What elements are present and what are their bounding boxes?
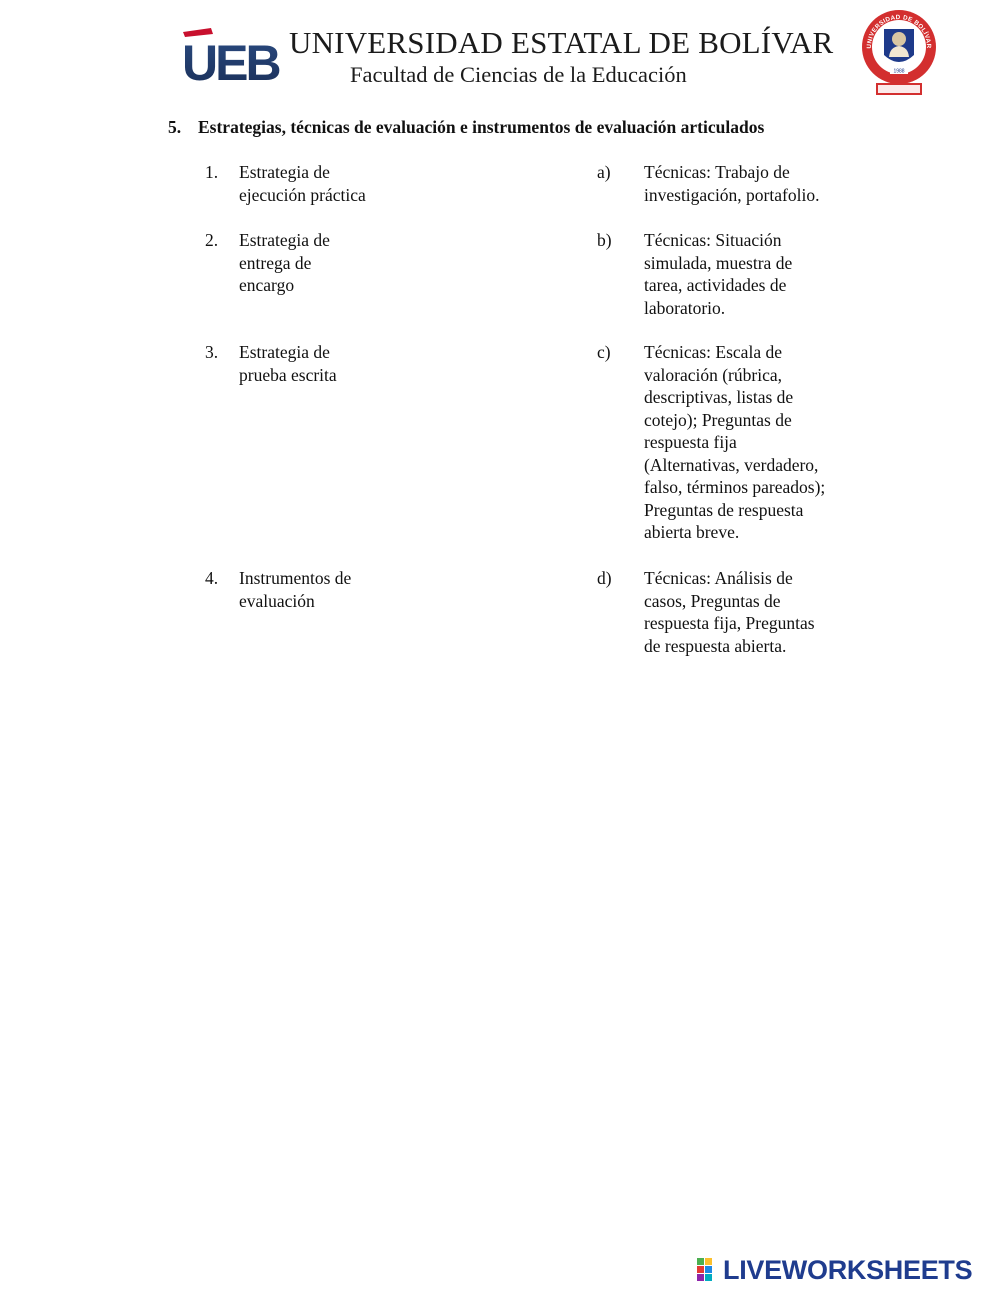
technique-text: Técnicas: Escala de valoración (rúbrica, descriptivas, listas de cotejo); Preguntas de respuesta fija (Alternativas, verdadero, falso, términos pareados); Preguntas de respuesta abierta breve. [644, 342, 826, 542]
liveworksheets-brand[interactable] [697, 1255, 972, 1285]
section-number: 5. [168, 117, 182, 137]
strategy-marker: 4. [205, 568, 219, 588]
technique-marker: b) [597, 230, 612, 250]
strategy-text: Estrategia de prueba escrita [239, 342, 337, 385]
document-header [0, 0, 1000, 110]
ueb-logo [181, 26, 281, 84]
university-name: UNIVERSIDAD ESTATAL DE BOLÍVAR [289, 25, 834, 60]
technique-marker: a) [597, 162, 611, 182]
technique-marker: d) [597, 568, 612, 588]
strategy-text: Instrumentos de evaluación [239, 568, 352, 611]
section-title [168, 117, 764, 138]
technique-marker: c) [597, 342, 611, 362]
technique-text: Técnicas: Situación simulada, muestra de tarea, actividades de laboratorio. [644, 230, 793, 318]
liveworksheets-text: LIVEWORKSHEETS [723, 1254, 973, 1285]
section-title-text: Estrategias, técnicas de evaluación e instrumentos de evaluación articulados [198, 117, 765, 137]
strategy-marker: 2. [205, 230, 219, 250]
strategy-marker: 1. [205, 162, 219, 182]
liveworksheets-icon [697, 1258, 721, 1282]
faculty-name: Facultad de Ciencias de la Educación [350, 62, 687, 87]
seal-year: 1988 [893, 68, 905, 75]
seal-ring-text: UNIVERSIDAD DE BOLÍVAR [865, 13, 933, 49]
strategy-text: Estrategia de entrega de encargo [239, 230, 330, 295]
ueb-logo-text: UEB [182, 35, 279, 84]
strategy-marker: 3. [205, 342, 219, 362]
technique-text: Técnicas: Trabajo de investigación, portafolio. [644, 162, 820, 205]
strategy-text: Estrategia de ejecución práctica [239, 162, 366, 205]
university-seal [860, 5, 938, 101]
technique-text: Técnicas: Análisis de casos, Preguntas de respuesta fija, Preguntas de respuesta abierta. [644, 568, 815, 656]
